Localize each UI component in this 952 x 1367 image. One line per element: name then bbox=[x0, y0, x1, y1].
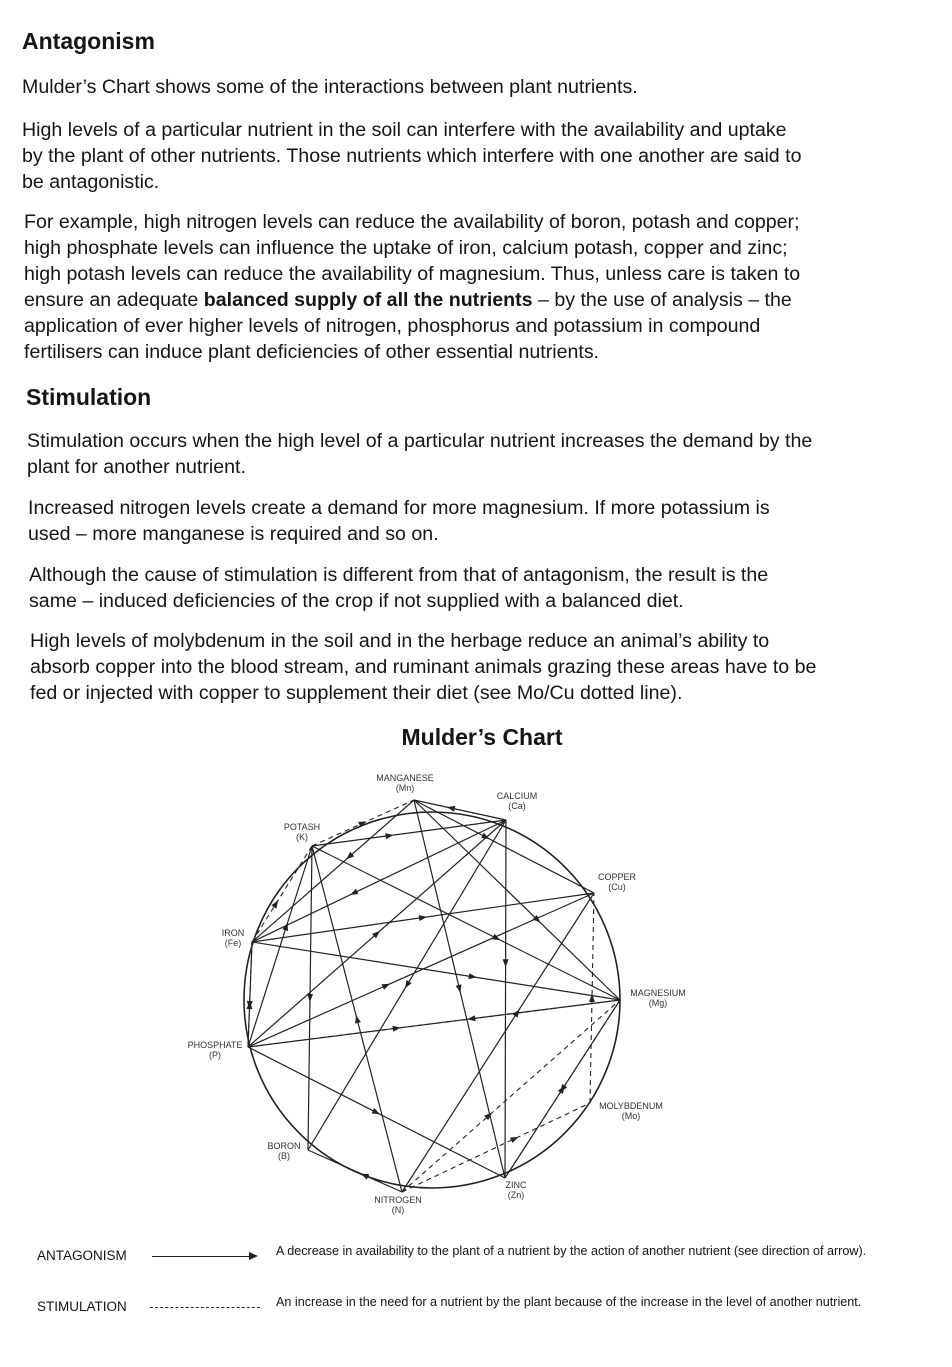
text-line: ensure an adequate bbox=[24, 289, 204, 311]
nutrient-label-zn bbox=[506, 1180, 527, 1200]
legend-antagonism-description: A decrease in availability to the plant of a nutrient by the action of another nutrient (see direction of arrow). bbox=[276, 1244, 867, 1258]
antagonism-line-Ca-Zn bbox=[505, 820, 506, 1178]
text-line: be antagonistic. bbox=[22, 171, 160, 193]
text-line: high potash levels can reduce the availability of magnesium. Thus, unless care is taken to bbox=[24, 263, 801, 285]
nutrient-symbol: (P) bbox=[209, 1050, 221, 1060]
antagonism-heading: Antagonism bbox=[22, 28, 155, 54]
antagonism-line-Ca-Mn bbox=[414, 800, 506, 820]
nutrient-name: COPPER bbox=[597, 872, 637, 882]
nutrient-name: CALCIUM bbox=[496, 791, 538, 801]
arrow-icon bbox=[353, 1014, 361, 1023]
bold-phrase: balanced supply of all the nutrients bbox=[203, 289, 533, 311]
antagonism-line-K-Mg bbox=[312, 846, 620, 1000]
text-line: same – induced deficiencies of the crop if not supplied with a balanced diet. bbox=[29, 590, 684, 612]
arrow-icon bbox=[456, 984, 464, 993]
arrow-icon bbox=[503, 959, 509, 967]
arrow-icon bbox=[402, 980, 411, 990]
legend-stimulation-description: An increase in the need for a nutrient by the plant because of the increase in the level of another nutrient. bbox=[276, 1295, 862, 1309]
nutrient-symbol: (Cu) bbox=[608, 882, 626, 892]
text-line: fed or injected with copper to supplement their diet (see Mo/Cu dotted line). bbox=[30, 682, 683, 704]
nutrient-symbol: (Mg) bbox=[648, 998, 668, 1008]
text-line: plant for another nutrient. bbox=[27, 456, 246, 478]
nutrient-name: POTASH bbox=[283, 822, 321, 832]
text-line: high phosphate levels can influence the uptake of iron, calcium potash, copper and zinc; bbox=[24, 237, 788, 259]
text-line: absorb copper into the blood stream, and ruminant animals grazing these areas have to be bbox=[30, 656, 817, 678]
stimulation-line-N-Mg bbox=[402, 1000, 620, 1192]
nutrient-label-mg bbox=[630, 988, 686, 1008]
nutrient-label-n bbox=[374, 1195, 422, 1215]
antagonism-paragraph-2 bbox=[22, 117, 802, 195]
stimulation-heading: Stimulation bbox=[26, 384, 152, 410]
text-line: – by the use of analysis – the bbox=[532, 289, 792, 311]
nutrient-symbol: (B) bbox=[278, 1151, 290, 1161]
text-line: For example, high nitrogen levels can reduce the availability of boron, potash and copper; bbox=[24, 211, 800, 233]
nutrient-label-ca bbox=[497, 791, 538, 811]
stimulation-paragraph-4 bbox=[30, 628, 816, 706]
stimulation-paragraph-2 bbox=[28, 495, 770, 547]
legend-stimulation-label: STIMULATION bbox=[37, 1299, 127, 1314]
antagonism-line-N-B bbox=[308, 1150, 402, 1192]
nutrient-label-fe bbox=[222, 928, 245, 948]
text-line: High levels of molybdenum in the soil and in the herbage reduce an animal’s ability to bbox=[30, 630, 770, 652]
nutrient-symbol: (Zn) bbox=[507, 1190, 525, 1200]
arrow-icon bbox=[307, 994, 313, 1002]
nutrient-symbol: (Mo) bbox=[621, 1111, 641, 1121]
nutrient-name: MOLYBDENUM bbox=[599, 1101, 663, 1111]
nutrient-symbol: (Mn) bbox=[395, 783, 415, 793]
antagonism-paragraph-3 bbox=[24, 209, 800, 365]
solid-arrow-icon bbox=[152, 1256, 252, 1257]
arrow-icon bbox=[360, 1171, 370, 1180]
chart-circle bbox=[244, 812, 620, 1188]
nutrient-name: NITROGEN bbox=[374, 1195, 422, 1205]
text-line: High levels of a particular nutrient in the soil can interfere with the availability and uptake bbox=[22, 119, 787, 141]
nutrient-label-mn bbox=[376, 773, 434, 793]
legend-stimulation bbox=[0, 1295, 952, 1349]
text-line: Although the cause of stimulation is different from that of antagonism, the result is the bbox=[29, 564, 769, 586]
nutrient-name: MANGANESE bbox=[376, 773, 434, 783]
legend-antagonism bbox=[0, 1244, 952, 1298]
antagonism-paragraph-1 bbox=[22, 74, 638, 100]
nutrient-symbol: (Ca) bbox=[508, 801, 526, 811]
text-line: Mulder’s Chart shows some of the interactions between plant nutrients. bbox=[22, 76, 638, 98]
nutrient-name: PHOSPHATE bbox=[187, 1040, 243, 1050]
nutrient-symbol: (Fe) bbox=[224, 938, 242, 948]
nutrient-label-cu bbox=[598, 872, 637, 892]
nutrient-name: BORON bbox=[267, 1141, 301, 1151]
stimulation-paragraph-1 bbox=[27, 428, 812, 480]
stimulation-paragraph-3 bbox=[29, 562, 768, 614]
text-line: application of ever higher levels of nitrogen, phosphorus and potassium in compound bbox=[24, 315, 761, 337]
nutrient-name: IRON bbox=[221, 928, 245, 938]
nutrient-label-p bbox=[188, 1040, 243, 1060]
arrow-icon bbox=[446, 804, 455, 812]
text-line: used – more manganese is required and so on. bbox=[28, 523, 439, 545]
chart-title: Mulder’s Chart bbox=[401, 724, 563, 750]
nutrient-name: MAGNESIUM bbox=[630, 988, 686, 998]
dashed-line-icon bbox=[150, 1307, 260, 1308]
nutrient-symbol: (N) bbox=[391, 1205, 405, 1215]
antagonism-line-Fe-Mg bbox=[252, 942, 620, 1000]
nutrient-label-mo bbox=[599, 1101, 663, 1121]
nutrient-name: ZINC bbox=[505, 1180, 527, 1190]
text-line: Stimulation occurs when the high level of a particular nutrient increases the demand by the bbox=[27, 430, 813, 452]
arrow-icon bbox=[510, 1134, 520, 1143]
nutrient-symbol: (K) bbox=[296, 832, 308, 842]
antagonism-line-Mn-Fe bbox=[252, 800, 414, 942]
arrow-icon bbox=[382, 981, 392, 990]
nutrient-label-k bbox=[284, 822, 320, 842]
mulders-chart-diagram bbox=[0, 760, 952, 1230]
arrow-icon bbox=[349, 889, 359, 898]
text-line: fertilisers can induce plant deficiencies of other essential nutrients. bbox=[24, 341, 600, 363]
text-line: Increased nitrogen levels create a demand for more magnesium. If more potassium is bbox=[28, 497, 770, 519]
antagonism-line-Mn-Cu bbox=[414, 800, 594, 893]
legend-antagonism-label: ANTAGONISM bbox=[37, 1248, 127, 1263]
nutrient-label-b bbox=[267, 1141, 300, 1161]
text-line: by the plant of other nutrients. Those nutrients which interfere with one another are said to bbox=[22, 145, 802, 167]
